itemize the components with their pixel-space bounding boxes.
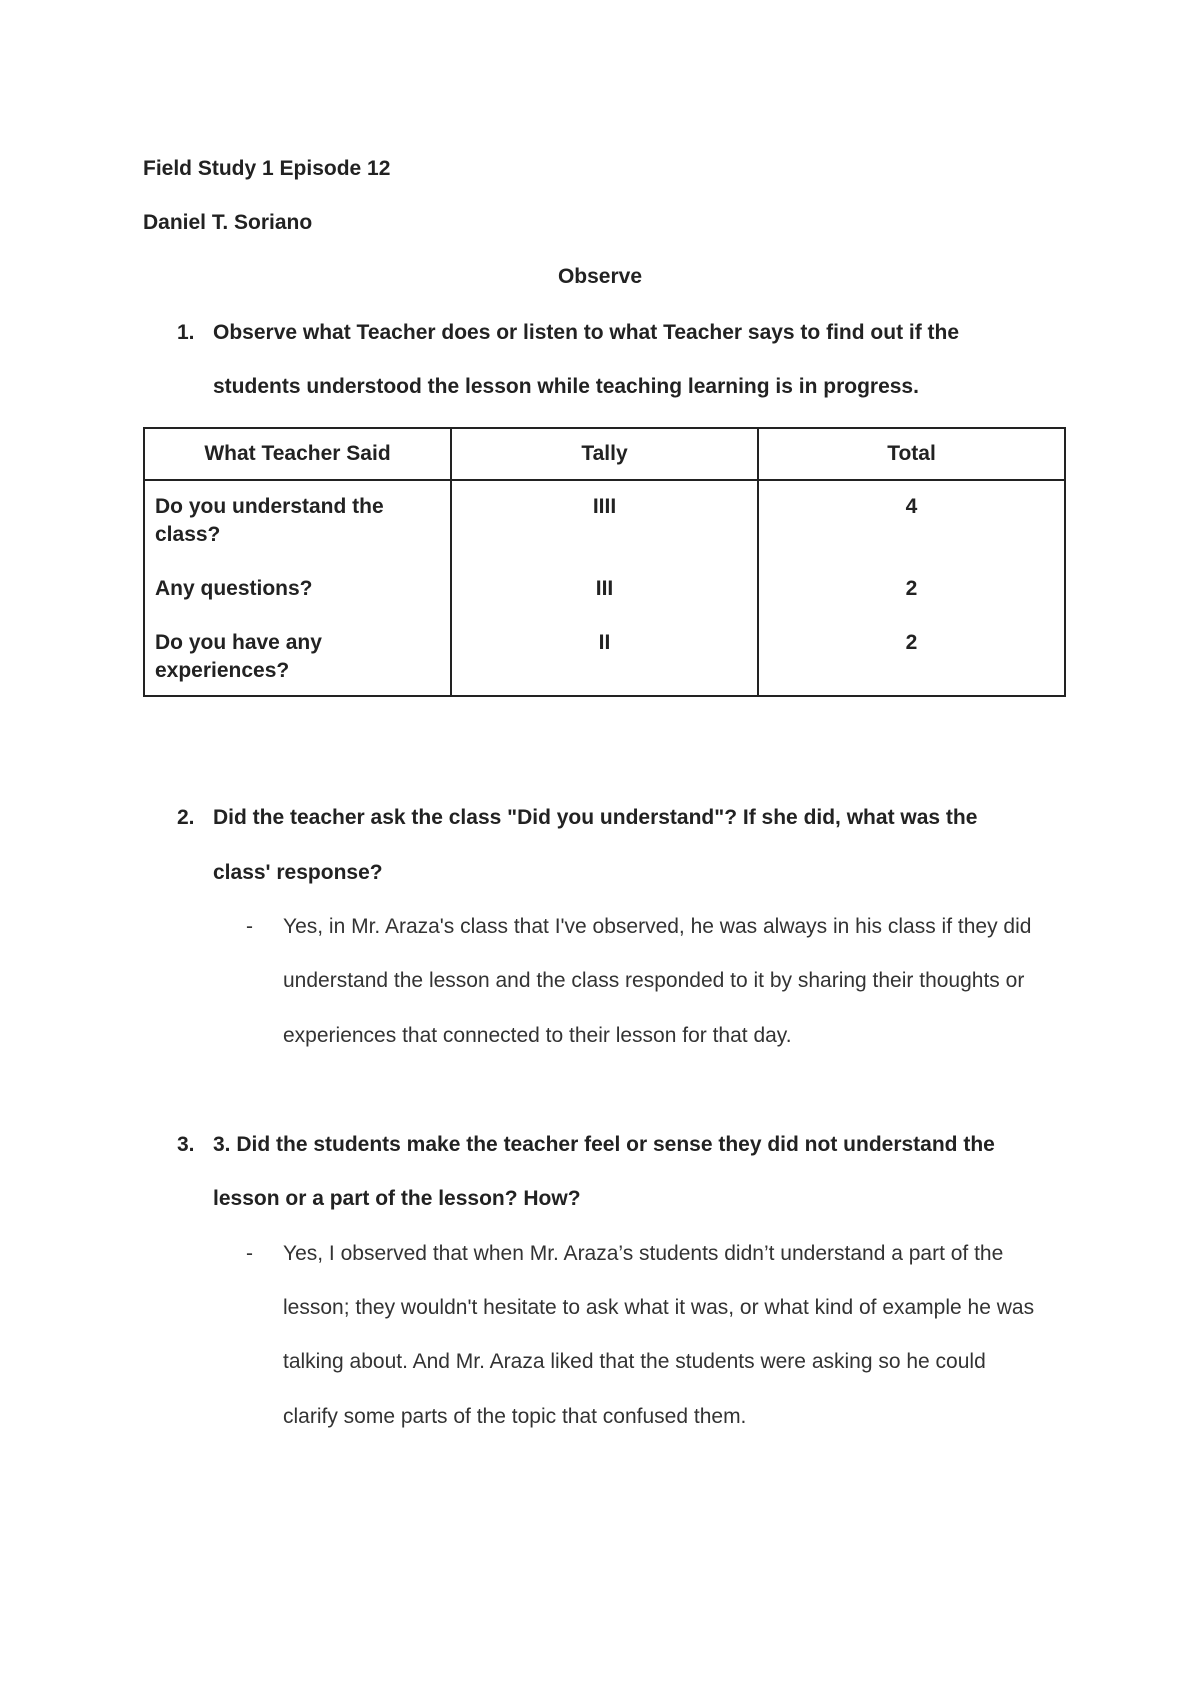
cell-text-line: Do you have any [155, 631, 322, 654]
question-1-line-1: Observe what Teacher does or listen to what Teacher says to find out if the [213, 321, 960, 344]
table-header-row [144, 428, 1065, 480]
document-title: Field Study 1 Episode 12 [143, 157, 391, 180]
answer-3-bullet: - [246, 1242, 253, 1265]
cell-teacher-said [144, 575, 451, 629]
answer-3-line-3: talking about. And Mr. Araza liked that the students were asking so he could [283, 1350, 986, 1373]
answer-3-line-4: clarify some parts of the topic that confused them. [283, 1405, 747, 1428]
cell-tally: IIII [451, 480, 758, 575]
answer-2-bullet: - [246, 915, 253, 938]
section-heading: Observe [557, 265, 643, 288]
question-1-number: 1. [177, 321, 195, 344]
question-3-number: 3. [177, 1133, 195, 1156]
author-name: Daniel T. Soriano [143, 211, 313, 234]
question-3-line-2: lesson or a part of the lesson? How? [213, 1187, 581, 1210]
header-tally: Tally [451, 428, 758, 480]
table-row [144, 575, 1065, 629]
cell-total: 4 [758, 480, 1065, 575]
cell-text-line: Do you understand the [155, 495, 384, 518]
cell-teacher-said [144, 480, 451, 575]
header-what-teacher-said: What Teacher Said [144, 428, 451, 480]
cell-text-line: class? [155, 523, 221, 546]
question-1-line-2: students understood the lesson while teaching learning is in progress. [213, 375, 919, 398]
answer-3-line-2: lesson; they wouldn't hesitate to ask what it was, or what kind of example he was [283, 1296, 1035, 1319]
cell-text-line: experiences? [155, 659, 290, 682]
header-total: Total [758, 428, 1065, 480]
cell-tally: III [451, 575, 758, 629]
question-2-line-1: Did the teacher ask the class "Did you understand"? If she did, what was the [213, 806, 978, 829]
table-row [144, 629, 1065, 696]
question-3-line-1: 3. Did the students make the teacher feel or sense they did not understand the [213, 1133, 995, 1156]
answer-2-line-1: Yes, in Mr. Araza's class that I've observed, he was always in his class if they did [283, 915, 1032, 938]
cell-text-line: Any questions? [155, 577, 313, 600]
question-2-line-2: class' response? [213, 861, 383, 884]
cell-total: 2 [758, 629, 1065, 696]
answer-3-line-1: Yes, I observed that when Mr. Araza’s students didn’t understand a part of the [283, 1242, 1004, 1265]
question-2-number: 2. [177, 806, 195, 829]
answer-2-line-2: understand the lesson and the class responded to it by sharing their thoughts or [283, 969, 1025, 992]
cell-total: 2 [758, 575, 1065, 629]
cell-teacher-said [144, 629, 451, 696]
answer-2-line-3: experiences that connected to their lesson for that day. [283, 1024, 792, 1047]
table-row [144, 480, 1065, 575]
tally-table [143, 427, 1066, 697]
cell-tally: II [451, 629, 758, 696]
